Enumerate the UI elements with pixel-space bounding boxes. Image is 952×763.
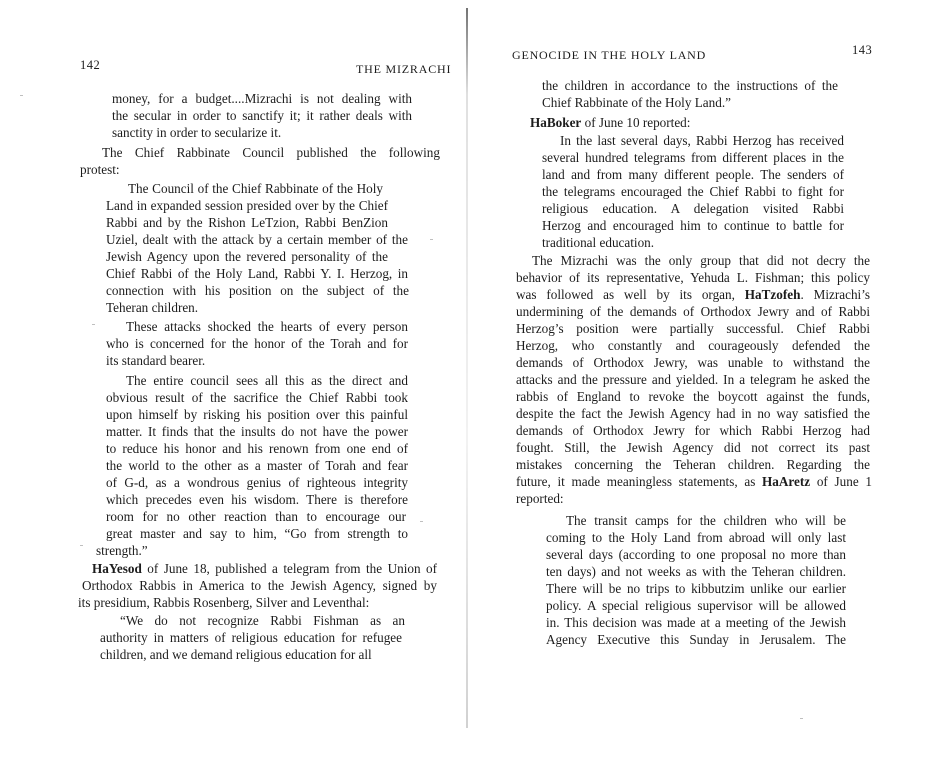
text-line: despite the fact the Jewish Agency had in no way satisfied the	[516, 406, 870, 421]
text-line: Herzog and encouraged him to continue to battle for	[542, 218, 844, 233]
text-line: who is concerned for the honor of the Torah and for	[106, 336, 408, 351]
text-line: several hundred telegrams from different places in the	[542, 150, 844, 165]
text-line: policy. A special religious supervisor will be allowed	[546, 598, 846, 613]
text-line: the telegrams encouraged the Chief Rabbi to fight for	[542, 184, 844, 199]
text-line: fought. Still, the Jewish Agency did not correct its past	[516, 440, 870, 455]
text-line: in. This decision was made at a meeting of the Jewish	[546, 615, 846, 630]
text-line: Chief Rabbi of the Holy Land, Rabbi Y. I. Herzog, in	[106, 266, 408, 281]
text-line: future, it made meaningless statements, as HaAretz of June 1	[516, 474, 872, 489]
text-line: matter. It finds that the insults do not have the power	[106, 424, 408, 439]
text-line: to reduce his honor and his renown from one end of	[106, 441, 408, 456]
text-line: demands of Orthodox Jewry for which Rabbi Herzog had	[516, 423, 870, 438]
text-line: Teheran children.	[106, 300, 199, 315]
scan-speck	[92, 324, 95, 325]
scan-speck	[430, 239, 433, 240]
text-line: mistakes concerning the Teheran children. Regarding the	[516, 457, 870, 472]
scan-speck	[20, 95, 23, 96]
text-line: Rabbi and by the Rishon LeTzion, Rabbi BenZion	[106, 215, 388, 230]
text-line: In the last several days, Rabbi Herzog has received	[560, 133, 844, 148]
text-line: behavior of its representative, Yehuda L. Fishman; this policy	[516, 270, 870, 285]
text-line: upon himself by risking his position over this painful	[106, 407, 408, 422]
left-running-head: THE MIZRACHI	[356, 62, 452, 76]
text-line: sanctity in order to secularize it.	[112, 125, 282, 140]
text-line: several days (according to one proposal no more than	[546, 547, 846, 562]
text-line: reported:	[516, 491, 564, 506]
text-line: Chief Rabbinate of the Holy Land.”	[542, 95, 731, 110]
text-line: protest:	[80, 162, 120, 177]
text-line: religious education. A delegation visited Rabbi	[542, 201, 844, 216]
text-line: strength.”	[96, 543, 148, 558]
text-line: “We do not recognize Rabbi Fishman as an	[120, 613, 405, 628]
book-gutter	[466, 8, 468, 728]
text-line: The Chief Rabbinate Council published the following	[102, 145, 440, 160]
text-line: The Mizrachi was the only group that did not decry the	[532, 253, 870, 268]
scan-speck	[800, 718, 803, 719]
scan-speck	[420, 521, 423, 522]
text-line: obvious result of the sacrifice the Chief Rabbi took	[106, 390, 408, 405]
periodical-name: HaBoker	[530, 115, 582, 130]
text-line: Agency Executive this Sunday in Jerusalem. The	[546, 632, 846, 647]
right-page-number: 143	[852, 43, 873, 57]
text-line: Jewish Agency upon the revered personality of the	[106, 249, 388, 264]
text-line: connection with his position on the subject of the	[106, 283, 409, 298]
periodical-name: HaTzofeh	[744, 287, 801, 302]
text-line: the children in accordance to the instructions of the	[542, 78, 838, 93]
text-line: great master and say to him, “Go from strength to	[106, 526, 408, 541]
text-line: attacks and the pressure and yielded. In a telegram he asked the	[516, 372, 870, 387]
text-line: The entire council sees all this as the direct and	[126, 373, 408, 388]
text-line: its standard bearer.	[106, 353, 206, 368]
text-line: money, for a budget....Mizrachi is not dealing with	[112, 91, 412, 106]
text-line: the world to the other as a master of Torah and fear	[106, 458, 408, 473]
text-line: undermining of the demands of Orthodox Jewry and of Rabbi	[516, 304, 870, 319]
text-line: Herzog’s position were partially successful. Chief Rabbi	[516, 321, 870, 336]
text-line: its presidium, Rabbis Rosenberg, Silver and Leventhal:	[78, 595, 370, 610]
right-running-head: GENOCIDE IN THE HOLY LAND	[512, 48, 707, 62]
text-line: the secular in order to sanctify it; it rather deals with	[112, 108, 412, 123]
text-line: room for no other reaction than to encourage our	[106, 509, 406, 524]
text-line: rabbis of England to revoke the boycott against the funds,	[516, 389, 870, 404]
text-line: which precedes even his wisdom. There is therefore	[106, 492, 408, 507]
left-page-number: 142	[80, 58, 101, 72]
text-line: authority in matters of religious education for refugee	[100, 630, 402, 645]
text-line: HaYesod of June 18, published a telegram from the Union of	[92, 561, 437, 576]
text-line: Land in expanded session presided over by the Chief	[106, 198, 388, 213]
text-line: There will be no trips to kibbutzim unlike our earlier	[546, 581, 846, 596]
text-line: Uziel, dealt with the attack by a certain member of the	[106, 232, 408, 247]
periodical-name: HaYesod	[92, 561, 142, 576]
text-line: demands of Orthodox Jewry, was unable to withstand the	[516, 355, 870, 370]
text-line: The transit camps for the children who will be	[566, 513, 846, 528]
text-line: Herzog, who constantly and courageously defended the	[516, 338, 870, 353]
text-line: traditional education.	[542, 235, 655, 250]
text-line: of G-d, as a wondrous genius of righteous integrity	[106, 475, 408, 490]
scan-speck	[80, 545, 83, 546]
text-line: land and from many different people. The senders of	[542, 167, 844, 182]
text-line: coming to the Holy Land from abroad will only last	[546, 530, 846, 545]
text-line: Orthodox Rabbis in America to the Jewish Agency, signed by	[82, 578, 437, 593]
text-line: HaBoker of June 10 reported:	[530, 115, 691, 130]
text-line: The Council of the Chief Rabbinate of the Holy	[128, 181, 383, 196]
periodical-name: HaAretz	[762, 474, 811, 489]
text-line: ten days) and not weeks as with the Teheran children.	[546, 564, 846, 579]
text-line: was followed as well by its organ, HaTzofeh. Mizrachi’s	[516, 287, 870, 302]
text-line: children, and we demand religious education for all	[100, 647, 372, 662]
text-line: These attacks shocked the hearts of every person	[126, 319, 408, 334]
